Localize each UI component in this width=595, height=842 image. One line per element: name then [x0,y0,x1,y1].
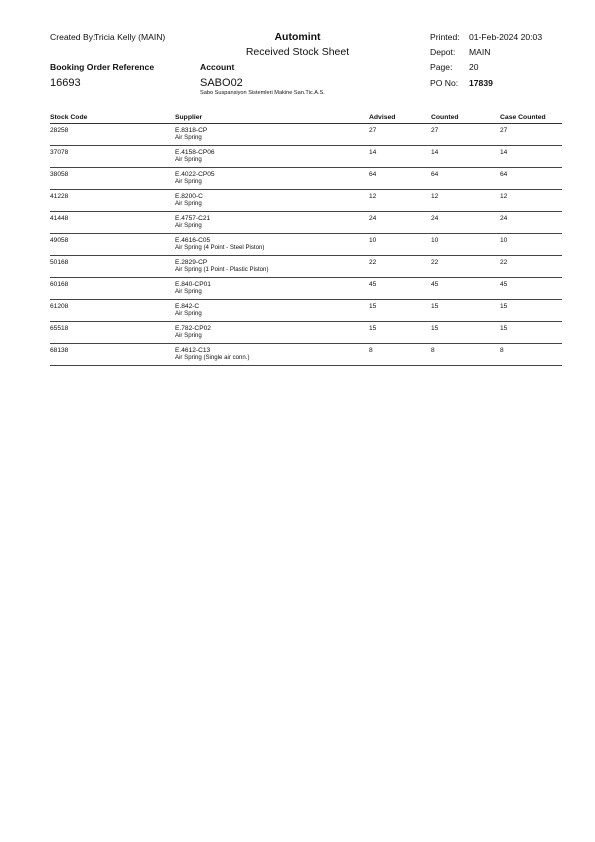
col-header-case-counted: Case Counted [500,114,562,124]
supplier-cell [175,212,369,234]
advised-cell: 64 [369,168,431,190]
supplier-part: E.4612-C13 [175,347,211,354]
supplier-description: Air Spring [175,200,202,208]
supplier-description: Air Spring (4 Point - Steel Piston) [175,244,265,252]
case-counted-cell: 24 [500,212,562,234]
supplier-part: E.4158-CP06 [175,149,215,156]
case-counted-cell: 22 [500,256,562,278]
stock-code-cell: 61208 [50,300,175,322]
supplier-part: E.4022-CP05 [175,171,215,178]
table-row [50,168,562,190]
po-label: PO No: [430,78,459,88]
supplier-cell [175,344,369,366]
case-counted-cell: 14 [500,146,562,168]
account-name: Sabo Suspansiyon Sistemleri Makine San.Tic.A.S. [200,90,325,96]
supplier-description: Air Spring [175,134,202,142]
counted-cell: 15 [431,322,500,344]
account-label: Account [200,62,235,72]
case-counted-cell: 15 [500,322,562,344]
advised-cell: 8 [369,344,431,366]
table-row [50,344,562,366]
col-header-advised: Advised [369,114,431,124]
supplier-part: E.8200-C [175,193,203,200]
supplier-cell [175,168,369,190]
counted-cell: 24 [431,212,500,234]
printed-label: Printed: [430,32,460,42]
table-row [50,322,562,344]
supplier-description: Air Spring [175,288,202,296]
counted-cell: 15 [431,300,500,322]
advised-cell: 12 [369,190,431,212]
created-by-value: Tricia Kelly (MAIN) [94,32,166,42]
case-counted-cell: 15 [500,300,562,322]
stock-code-cell: 50168 [50,256,175,278]
stock-code-cell: 38058 [50,168,175,190]
col-header-supplier: Supplier [175,114,369,124]
col-header-stock-code: Stock Code [50,114,175,124]
table-row [50,212,562,234]
stock-code-cell: 65518 [50,322,175,344]
counted-cell: 14 [431,146,500,168]
supplier-part: E.842-C [175,303,200,310]
counted-cell: 27 [431,124,500,146]
case-counted-cell: 27 [500,124,562,146]
supplier-part: E.782-CP02 [175,325,211,332]
stock-code-cell: 37078 [50,146,175,168]
advised-cell: 22 [369,256,431,278]
supplier-description: Air Spring [175,222,202,230]
printed-value: 01-Feb-2024 20:03 [469,32,543,42]
supplier-cell [175,146,369,168]
po-value: 17839 [469,78,493,88]
advised-cell: 15 [369,322,431,344]
col-header-counted: Counted [431,114,500,124]
table-row [50,124,562,146]
created-by-label: Created By: [50,32,96,42]
case-counted-cell: 45 [500,278,562,300]
table-row [50,256,562,278]
stock-code-cell: 41228 [50,190,175,212]
account-code: SABO02 [200,77,243,89]
table-row [50,190,562,212]
advised-cell: 14 [369,146,431,168]
table-row [50,146,562,168]
advised-cell: 45 [369,278,431,300]
supplier-part: E.8318-CP [175,127,208,134]
supplier-part: E.840-CP01 [175,281,211,288]
advised-cell: 24 [369,212,431,234]
advised-cell: 27 [369,124,431,146]
supplier-description: Air Spring [175,310,202,318]
supplier-cell [175,300,369,322]
stock-code-cell: 41448 [50,212,175,234]
supplier-cell [175,234,369,256]
counted-cell: 22 [431,256,500,278]
depot-value: MAIN [469,47,491,57]
company-name: Automint [274,31,321,43]
depot-label: Depot: [430,47,456,57]
advised-cell: 10 [369,234,431,256]
counted-cell: 10 [431,234,500,256]
advised-cell: 15 [369,300,431,322]
table-row [50,278,562,300]
stock-code-cell: 28258 [50,124,175,146]
table-header-row [50,114,562,124]
counted-cell: 12 [431,190,500,212]
supplier-cell [175,190,369,212]
case-counted-cell: 8 [500,344,562,366]
supplier-cell [175,256,369,278]
supplier-description: Air Spring (Single air conn.) [175,354,250,362]
stock-code-cell: 60168 [50,278,175,300]
counted-cell: 8 [431,344,500,366]
page-label: Page: [430,62,453,72]
supplier-cell [175,278,369,300]
table-row [50,234,562,256]
supplier-part: E.2829-CP [175,259,208,266]
stock-table [50,114,562,366]
supplier-description: Air Spring (1 Point - Plastic Piston) [175,266,269,274]
supplier-cell [175,124,369,146]
supplier-description: Air Spring [175,332,202,340]
supplier-description: Air Spring [175,178,202,186]
counted-cell: 64 [431,168,500,190]
case-counted-cell: 10 [500,234,562,256]
page-value: 20 [469,62,479,72]
case-counted-cell: 64 [500,168,562,190]
counted-cell: 45 [431,278,500,300]
report-title: Received Stock Sheet [245,46,350,58]
supplier-cell [175,322,369,344]
supplier-description: Air Spring [175,156,202,164]
supplier-part: E.4757-C21 [175,215,211,222]
supplier-part: E.4616-C05 [175,237,211,244]
booking-value: 16693 [50,77,81,89]
stock-code-cell: 49058 [50,234,175,256]
stock-code-cell: 68138 [50,344,175,366]
case-counted-cell: 12 [500,190,562,212]
booking-label: Booking Order Reference [50,62,155,72]
table-row [50,300,562,322]
